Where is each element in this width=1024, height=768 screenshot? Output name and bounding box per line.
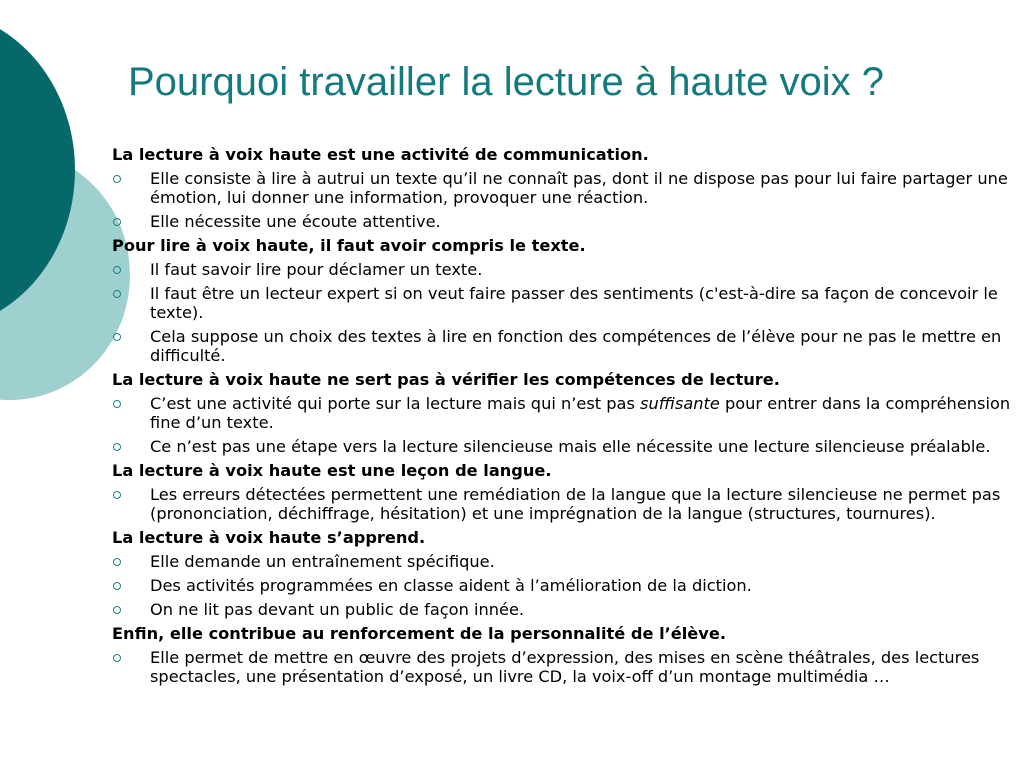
bullet-list [112,485,1017,523]
section-personnalite [112,624,1017,686]
section-heading: Pour lire à voix haute, il faut avoir compris le texte. [112,236,586,255]
list-item [112,260,1017,279]
list-item [112,600,1017,619]
list-item-text: Il faut être un lecteur expert si on veut faire passer des sentiments (c'est-à-dire sa façon de concevoir le texte). [150,284,998,322]
list-item-text: Elle nécessite une écoute attentive. [150,212,441,231]
bullet-list [112,648,1017,686]
list-item [112,284,1017,322]
list-item-text: Il faut savoir lire pour déclamer un texte. [150,260,483,279]
circle-bullet-icon [113,218,121,226]
list-item [112,485,1017,523]
list-item [112,648,1017,686]
circle-bullet-icon [113,654,121,662]
section-comprehension [112,236,1017,365]
emphasis-word: suffisante [640,394,720,413]
section-langue [112,461,1017,523]
section-heading: Enfin, elle contribue au renforcement de la personnalité de l’élève. [112,624,726,643]
circle-bullet-icon [113,443,121,451]
slide-title: Pourquoi travailler la lecture à haute voix ? [128,60,884,104]
slide-content [112,145,1017,691]
section-heading: La lecture à voix haute est une leçon de langue. [112,461,552,480]
list-item-text [150,394,1010,432]
list-item-text: Cela suppose un choix des textes à lire en fonction des compétences de l’élève pour ne pas le mettre en difficulté. [150,327,1002,365]
bullet-list [112,552,1017,619]
circle-bullet-icon [113,175,121,183]
section-heading: La lecture à voix haute est une activité de communication. [112,145,649,164]
list-item [112,552,1017,571]
list-item-text: On ne lit pas devant un public de façon innée. [150,600,525,619]
circle-bullet-icon [113,266,121,274]
list-item [112,576,1017,595]
section-apprentissage [112,528,1017,619]
list-item-text: Les erreurs détectées permettent une remédiation de la langue que la lecture silencieuse ne permet pas (prononciation, déchiffrage, hésitation) et une imprégnation de la langue (structures, tournures). [150,485,1001,523]
list-item [112,437,1017,456]
list-item [112,327,1017,365]
list-item-text: Ce n’est pas une étape vers la lecture silencieuse mais elle nécessite une lecture silencieuse préalable. [150,437,991,456]
list-item-text-start: C’est une activité qui porte sur la lecture mais qui n’est pas [150,394,641,413]
circle-bullet-icon [113,491,121,499]
bullet-list [112,260,1017,365]
bullet-list [112,169,1017,231]
list-item-text: Elle consiste à lire à autrui un texte qu’il ne connaît pas, dont il ne dispose pas pour lui faire partager une émotion, lui donner une information, provoquer une réaction. [150,169,1008,207]
list-item-text-end: pour entrer dans la compréhension fine d’un texte. [150,394,1011,432]
section-heading: La lecture à voix haute s’apprend. [112,528,426,547]
circle-bullet-icon [113,333,121,341]
circle-bullet-icon [113,606,121,614]
section-communication [112,145,1017,231]
bullet-list [112,394,1017,456]
list-item [112,212,1017,231]
list-item [112,169,1017,207]
circle-bullet-icon [113,290,121,298]
section-heading: La lecture à voix haute ne sert pas à vérifier les compétences de lecture. [112,370,780,389]
list-item-text: Des activités programmées en classe aident à l’amélioration de la diction. [150,576,752,595]
list-item-text: Elle permet de mettre en œuvre des projets d’expression, des mises en scène théâtrales, des lectures spectacles, une présentation d’exposé, un livre CD, la voix-off d’un montage multimédia … [150,648,980,686]
list-item-text: Elle demande un entraînement spécifique. [150,552,495,571]
circle-bullet-icon [113,582,121,590]
list-item [112,394,1017,432]
circle-bullet-icon [113,558,121,566]
circle-bullet-icon [113,400,121,408]
section-competences [112,370,1017,456]
